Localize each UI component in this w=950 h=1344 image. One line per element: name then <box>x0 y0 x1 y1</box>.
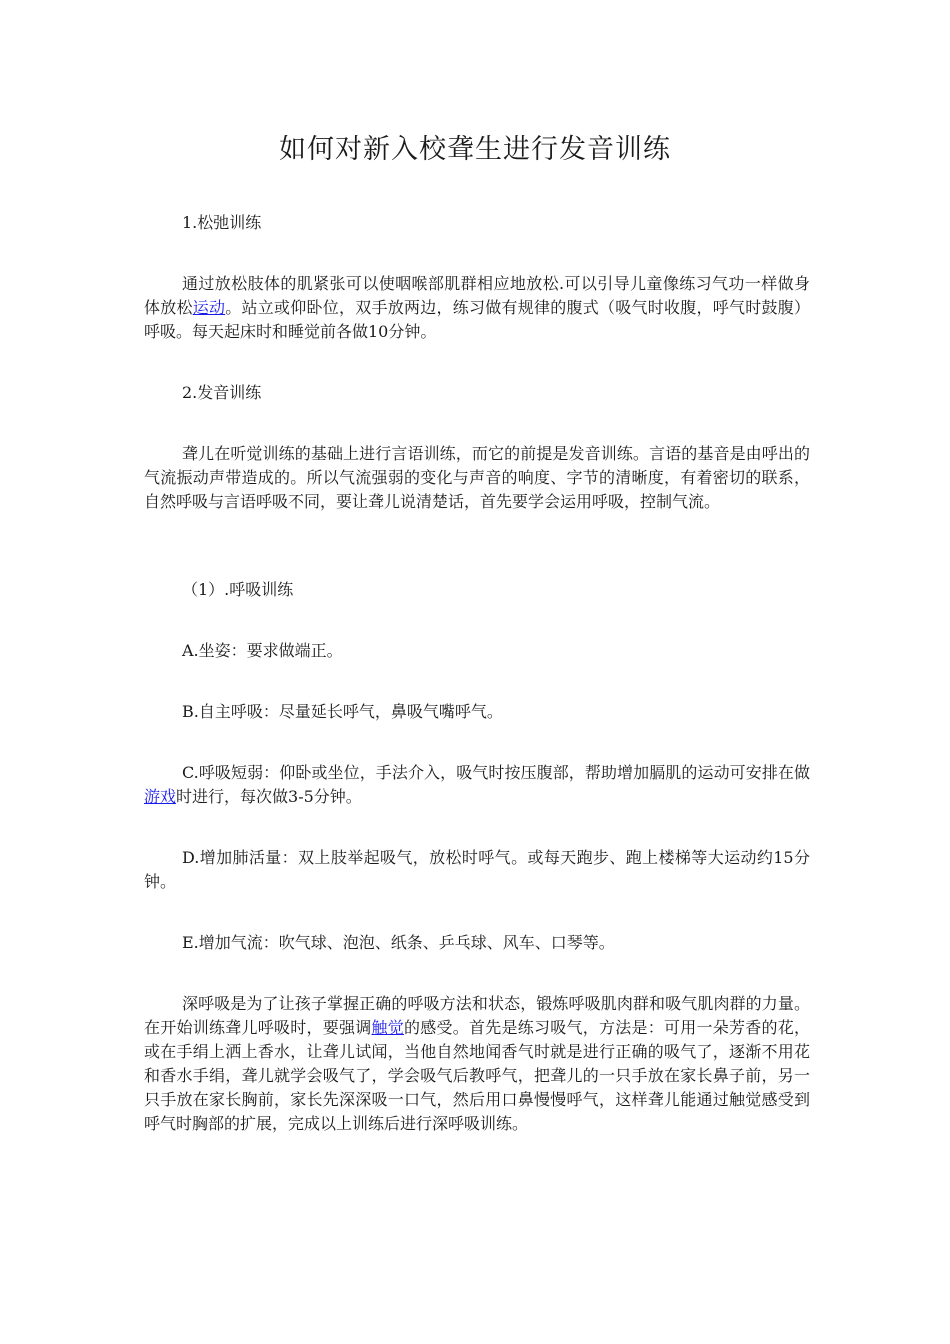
paragraph-text: 的感受。首先是练习吸气，方法是：可用一朵芳香的花，或在手绢上洒上香水，让聋儿试闻，当他自然地闻香气时就是进行正确的吸气了，逐渐不用花和香水手绢，聋儿就学会吸气了，学会吸气后教呼气，把聋儿的一只手放在家长鼻子前，另一只手放在家长胸前，家长先深深吸一口气，然后用口鼻慢慢呼气，这样聋儿能通过触觉感受到呼气时胸部的扩展，完成以上训练后进行深呼吸训练。 <box>144 1018 810 1133</box>
paragraph-item-e: E.增加气流：吹气球、泡泡、纸条、乒乓球、风车、口琴等。 <box>182 933 615 952</box>
subsection-heading-breathing: （1）.呼吸训练 <box>182 580 294 599</box>
paragraph-item-c <box>144 761 810 809</box>
paragraph-text: 深呼吸是为了让孩子掌握正确的呼吸方法和状态，锻炼呼吸肌肉群和吸气肌肉群的力量。在开始训练聋儿呼吸时，要强调 <box>144 994 810 1037</box>
paragraph-text: 通过放松肢体的肌紧张可以使咽喉部肌群相应地放松.可以引导儿童像练习气功一样做身体放松 <box>144 274 810 317</box>
paragraph-text: 时进行，每次做3-5分钟。 <box>176 787 362 806</box>
section-heading-relaxation: 1.松弛训练 <box>182 213 262 232</box>
paragraph-text: 。站立或仰卧位，双手放两边，练习做有规律的腹式（吸气时收腹，呼气时鼓腹）呼吸。每天起床时和睡觉前各做10分钟。 <box>144 298 810 341</box>
paragraph-item-b: B.自主呼吸：尽量延长呼气，鼻吸气嘴呼气。 <box>182 702 503 721</box>
link-chujue[interactable]: 触觉 <box>371 1018 404 1037</box>
paragraph-deep-breathing <box>144 992 810 1136</box>
paragraph-relaxation-body <box>144 272 810 344</box>
paragraph-item-d: D.增加肺活量：双上肢举起吸气，放松时呼气。或每天跑步、跑上楼梯等大运动约15分钟。 <box>144 848 810 891</box>
paragraph-pronunciation-body: 聋儿在听觉训练的基础上进行言语训练，而它的前提是发音训练。言语的基音是由呼出的气流振动声带造成的。所以气流强弱的变化与声音的响度、字节的清晰度，有着密切的联系，自然呼吸与言语呼吸不同，要让聋儿说清楚话，首先要学会运用呼吸，控制气流。 <box>144 444 810 511</box>
document-title: 如何对新入校聋生进行发音训练 <box>279 134 671 165</box>
paragraph-item-a: A.坐姿：要求做端正。 <box>182 641 343 660</box>
link-yundong[interactable]: 运动 <box>192 298 226 317</box>
paragraph-text: C.呼吸短弱：仰卧或坐位，手法介入，吸气时按压腹部，帮助增加膈肌的运动可安排在做 <box>182 763 810 782</box>
section-heading-pronunciation: 2.发音训练 <box>182 383 262 402</box>
link-youxi[interactable]: 游戏 <box>144 787 177 806</box>
